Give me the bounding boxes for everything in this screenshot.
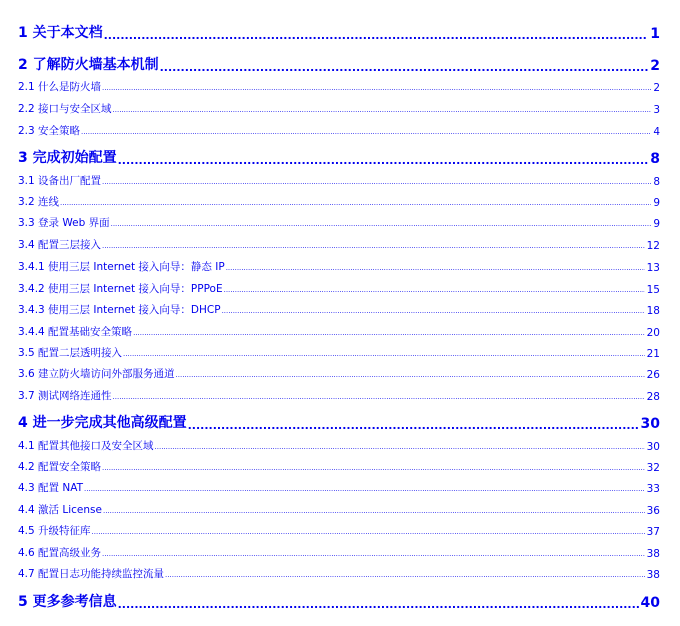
toc-entry-title: 3.3 登录 Web 界面 (18, 217, 110, 229)
toc-entry-3-2[interactable] (18, 195, 660, 209)
toc-entry-3-7[interactable] (18, 389, 660, 403)
toc-leader-dots (111, 219, 652, 230)
toc-entry-title: 3.4 配置三层接入 (18, 239, 102, 251)
toc-entry-page: 30 (646, 441, 660, 453)
toc-leader-dots (102, 463, 645, 474)
toc-entry-page: 38 (646, 548, 660, 560)
toc-entry-4-1[interactable] (18, 439, 660, 453)
toc-entry-title: 2.3 安全策略 (18, 125, 81, 137)
toc-entry-title: 3.4.3 使用三层 Internet 接入向导：DHCP (18, 304, 221, 316)
toc-entry-3-4-4[interactable] (18, 325, 660, 339)
toc-entry-4[interactable] (18, 414, 660, 432)
toc-entry-title: 4.2 配置安全策略 (18, 461, 102, 473)
toc-entry-page: 20 (646, 327, 660, 339)
toc-leader-dots (176, 370, 645, 381)
toc-entry-4-4[interactable] (18, 503, 660, 517)
toc-entry-page: 38 (646, 569, 660, 581)
toc-leader-dots (165, 570, 645, 581)
toc-entry-page: 4 (653, 126, 660, 138)
toc-leader-dots (222, 306, 645, 317)
toc-entry-2-3[interactable] (18, 124, 660, 138)
toc-entry-4-2[interactable] (18, 460, 660, 474)
toc-leader-dots (155, 442, 645, 453)
toc-leader-dots (81, 127, 651, 138)
toc-entry-1[interactable] (18, 24, 660, 42)
toc-entry-page: 3 (653, 104, 660, 116)
toc-entry-page: 32 (646, 462, 660, 474)
toc-entry-3-4-2[interactable] (18, 282, 660, 296)
toc-entry-page: 15 (646, 284, 660, 296)
toc-leader-dots (103, 506, 645, 517)
toc-entry-title: 3 完成初始配置 (18, 150, 117, 166)
toc-entry-title: 3.6 建立防火墙访问外部服务通道 (18, 368, 175, 380)
toc-entry-page: 40 (640, 595, 660, 611)
toc-entry-2-2[interactable] (18, 102, 660, 116)
toc-leader-dots (104, 29, 649, 42)
toc-leader-dots (123, 349, 645, 360)
toc-entry-title: 4.5 升级特征库 (18, 525, 91, 537)
toc-entry-3-3[interactable] (18, 216, 660, 230)
toc-entry-4-3[interactable] (18, 481, 660, 495)
toc-entry-title: 2.1 什么是防火墙 (18, 81, 102, 93)
toc-entry-title: 2.2 接口与安全区域 (18, 103, 112, 115)
toc-entry-page: 2 (653, 82, 660, 94)
toc-entry-3-6[interactable] (18, 367, 660, 381)
toc-entry-5[interactable] (18, 593, 660, 611)
toc-entry-3-4[interactable] (18, 238, 660, 252)
toc-entry-4-7[interactable] (18, 567, 660, 581)
toc-leader-dots (102, 177, 651, 188)
toc-entry-title: 5 更多参考信息 (18, 594, 117, 610)
toc-entry-2-1[interactable] (18, 80, 660, 94)
toc-leader-dots (160, 61, 649, 74)
toc-entry-page: 2 (650, 58, 660, 74)
toc-entry-page: 8 (653, 176, 660, 188)
toc-entry-page: 30 (640, 416, 660, 432)
toc-entry-page: 26 (646, 369, 660, 381)
toc-leader-dots (102, 549, 645, 560)
toc-leader-dots (118, 154, 649, 167)
toc-entry-title: 3.4.4 配置基础安全策略 (18, 326, 133, 338)
toc-entry-3-1[interactable] (18, 174, 660, 188)
toc-leader-dots (113, 392, 645, 403)
toc-leader-dots (133, 328, 645, 339)
toc-entry-3-5[interactable] (18, 346, 660, 360)
toc-entry-4-6[interactable] (18, 546, 660, 560)
toc-entry-title: 4.6 配置高级业务 (18, 547, 102, 559)
toc-entry-page: 9 (653, 218, 660, 230)
toc-leader-dots (118, 598, 639, 611)
toc-entry-page: 9 (653, 197, 660, 209)
toc-leader-dots (84, 484, 645, 495)
toc-entry-title: 3.4.2 使用三层 Internet 接入向导：PPPoE (18, 283, 223, 295)
toc-entry-title: 1 关于本文档 (18, 25, 103, 41)
toc-entry-3[interactable] (18, 149, 660, 167)
toc-entry-2[interactable] (18, 56, 660, 74)
toc-entry-title: 4.3 配置 NAT (18, 482, 84, 494)
toc-entry-4-5[interactable] (18, 524, 660, 538)
toc-entry-page: 1 (650, 26, 660, 42)
toc-entry-title: 3.5 配置二层透明接入 (18, 347, 123, 359)
toc-entry-page: 12 (646, 240, 660, 252)
toc-entry-title: 3.1 设备出厂配置 (18, 175, 102, 187)
toc-entry-page: 18 (646, 305, 660, 317)
toc-entry-page: 37 (646, 526, 660, 538)
toc-entry-title: 2 了解防火墙基本机制 (18, 57, 159, 73)
toc-entry-title: 4.1 配置其他接口及安全区域 (18, 440, 154, 452)
toc-leader-dots (224, 285, 645, 296)
toc-leader-dots (226, 263, 645, 274)
toc-leader-dots (60, 198, 651, 209)
toc-entry-page: 13 (646, 262, 660, 274)
toc-leader-dots (188, 419, 639, 432)
toc-leader-dots (92, 527, 645, 538)
toc-entry-page: 28 (646, 391, 660, 403)
toc-leader-dots (113, 105, 652, 116)
toc-entry-page: 36 (646, 505, 660, 517)
toc-entry-title: 3.2 连线 (18, 196, 60, 208)
toc-entry-title: 3.7 测试网络连通性 (18, 390, 112, 402)
toc-leader-dots (102, 241, 645, 252)
toc-entry-title: 3.4.1 使用三层 Internet 接入向导：静态 IP (18, 261, 225, 273)
toc-entry-page: 8 (650, 151, 660, 167)
toc-entry-3-4-1[interactable] (18, 260, 660, 274)
toc-entry-3-4-3[interactable] (18, 303, 660, 317)
toc-leader-dots (102, 83, 651, 94)
toc-entry-title: 4.4 激活 License (18, 504, 102, 516)
toc-entry-title: 4.7 配置日志功能持续监控流量 (18, 568, 165, 580)
toc-entry-title: 4 进一步完成其他高级配置 (18, 415, 187, 431)
toc-entry-page: 33 (646, 483, 660, 495)
toc-entry-page: 21 (646, 348, 660, 360)
